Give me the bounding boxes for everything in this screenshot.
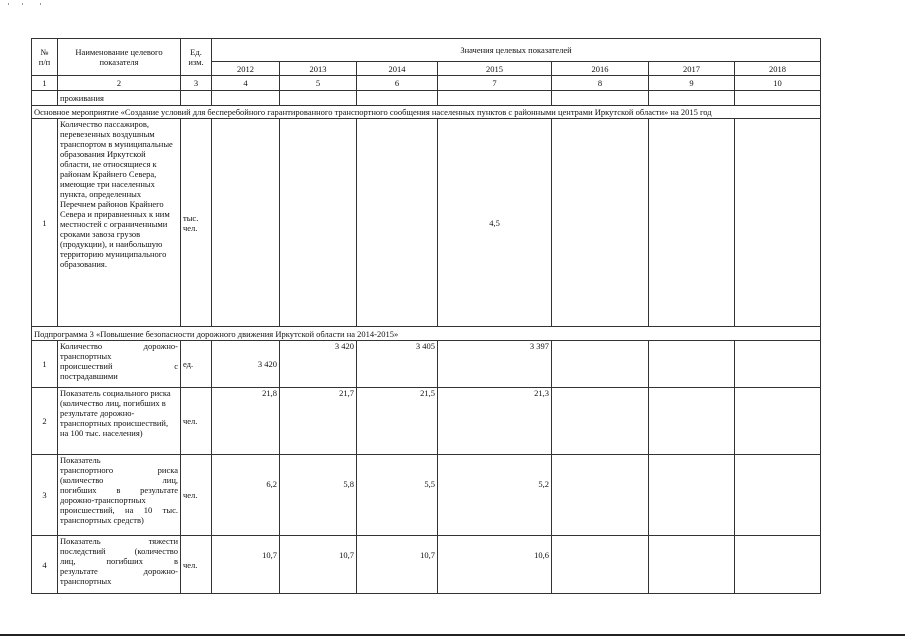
- table-row: [32, 119, 821, 327]
- header-values-title: Значения целевых показателей: [212, 39, 821, 62]
- header-num: № п/п: [32, 39, 58, 76]
- col-number: 7: [438, 76, 552, 91]
- value-2012: [212, 119, 280, 327]
- header-row: [32, 39, 821, 62]
- indicator-name: Количество пассажиров, перевезенных воздушным транспортом в муниципальные образования Иркутской области, не относящиеся к районам Крайнего Севера, имеющие три населенных пункта, определенных Перечнем районов Крайнего Севера и приравненных к ним местностей с ограниченными сроками завоза грузов (продукции), и наибольшую территорию муниципального образования.: [58, 119, 181, 327]
- col-number: 10: [735, 76, 821, 91]
- value-2015: 3 397: [438, 341, 552, 388]
- value-2012: 3 420: [212, 341, 280, 388]
- unit-cell: чел.: [181, 455, 212, 536]
- col-number: 4: [212, 76, 280, 91]
- target-indicators-table: [31, 38, 821, 594]
- section-heading-row: [32, 327, 821, 341]
- value-2017: [649, 119, 735, 327]
- value-2015: 4,5: [438, 119, 552, 327]
- value-2018: [735, 388, 821, 455]
- value-2016: [552, 119, 649, 327]
- value-2014: 10,7: [357, 536, 438, 594]
- year-2012: 2012: [212, 62, 280, 76]
- value-2016: [552, 455, 649, 536]
- value-2014: 21,5: [357, 388, 438, 455]
- year-2013: 2013: [280, 62, 357, 76]
- page-bottom-edge: [0, 634, 905, 636]
- col-number: 2: [58, 76, 181, 91]
- value-2013: 21,7: [280, 388, 357, 455]
- table-row: [32, 536, 821, 594]
- value-2015: 10,6: [438, 536, 552, 594]
- continued-row: [32, 91, 821, 106]
- value-2017: [649, 455, 735, 536]
- col-number: 6: [357, 76, 438, 91]
- indicator-name: Показатель тяжести последствий (количество лиц, погибших в результате дорожно- транспортных: [58, 536, 181, 594]
- value-2016: [552, 536, 649, 594]
- indicator-name: Показатель социального риска (количество лиц, погибших в результате дорожно-транспортных происшествий, на 100 тыс. населения): [58, 388, 181, 455]
- value-2017: [649, 536, 735, 594]
- col-number: 9: [649, 76, 735, 91]
- value-2014: 3 405: [357, 341, 438, 388]
- row-number: 1: [32, 119, 58, 327]
- year-2016: 2016: [552, 62, 649, 76]
- year-2014: 2014: [357, 62, 438, 76]
- table-row: [32, 455, 821, 536]
- value-2013: 3 420: [280, 341, 357, 388]
- col-number: 1: [32, 76, 58, 91]
- table-row: [32, 341, 821, 388]
- row-number: 4: [32, 536, 58, 594]
- value-2016: [552, 388, 649, 455]
- value-2017: [649, 341, 735, 388]
- indicator-name: Показатель транспортного риска (количество лиц, погибших в результате дорожно-транспортных происшествий, на 10 тыс. транспортных средств): [58, 455, 181, 536]
- unit-cell: тыс. чел.: [181, 119, 212, 327]
- year-2015: 2015: [438, 62, 552, 76]
- continued-row-name: проживания: [58, 91, 181, 106]
- value-2018: [735, 341, 821, 388]
- value-2013: 5,8: [280, 455, 357, 536]
- year-2017: 2017: [649, 62, 735, 76]
- value-2012: 10,7: [212, 536, 280, 594]
- table-row: [32, 388, 821, 455]
- section-heading-row: [32, 106, 821, 119]
- section-heading-main-activity: Основное мероприятие «Создание условий для бесперебойного гарантированного транспортного сообщения населенных пунктов с районными центрами Иркутской области» на 2015 год: [32, 106, 821, 119]
- value-2014: [357, 119, 438, 327]
- value-2015: 21,3: [438, 388, 552, 455]
- value-2012: 21,8: [212, 388, 280, 455]
- value-2015: 5,2: [438, 455, 552, 536]
- section-heading-subprogram-3: Подпрограмма 3 «Повышение безопасности дорожного движения Иркутской области на 2014-2015»: [32, 327, 821, 341]
- row-number: 3: [32, 455, 58, 536]
- value-2014: 5,5: [357, 455, 438, 536]
- unit-cell: чел.: [181, 536, 212, 594]
- unit-cell: чел.: [181, 388, 212, 455]
- col-number: 3: [181, 76, 212, 91]
- value-2016: [552, 341, 649, 388]
- unit-cell: ед.: [181, 341, 212, 388]
- value-2012: 6,2: [212, 455, 280, 536]
- col-number: 8: [552, 76, 649, 91]
- column-number-row: [32, 76, 821, 91]
- indicator-name: Количество дорожно- транспортных происшествий с пострадавшими: [58, 341, 181, 388]
- value-2017: [649, 388, 735, 455]
- year-2018: 2018: [735, 62, 821, 76]
- header-indicator-name: Наименование целевого показателя: [58, 39, 181, 76]
- header-unit: Ед. изм.: [181, 39, 212, 76]
- value-2018: [735, 455, 821, 536]
- scan-edge-marks: [0, 0, 905, 8]
- col-number: 5: [280, 76, 357, 91]
- value-2018: [735, 536, 821, 594]
- row-number: 2: [32, 388, 58, 455]
- value-2013: [280, 119, 357, 327]
- value-2013: 10,7: [280, 536, 357, 594]
- value-2018: [735, 119, 821, 327]
- row-number: 1: [32, 341, 58, 388]
